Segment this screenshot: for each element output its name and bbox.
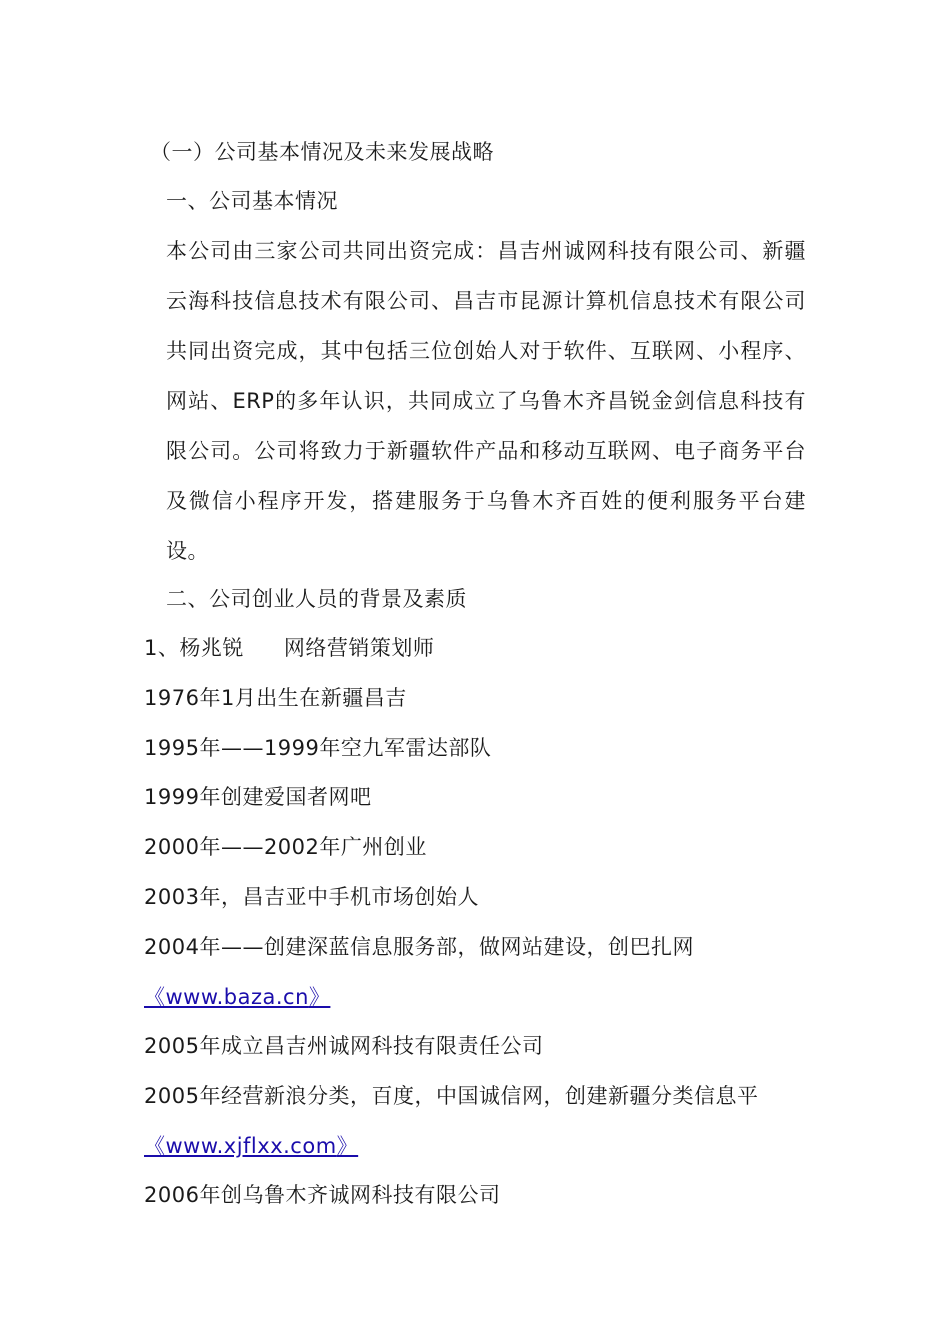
- person-1-header: [144, 633, 434, 663]
- timeline-item: 2006年创乌鲁木齐诚网科技有限公司: [144, 1183, 501, 1207]
- person-1-role: 网络营销策划师: [283, 636, 435, 660]
- timeline-item: 1976年1月出生在新疆昌吉: [144, 686, 407, 710]
- xjflxx-link-text: www.xjflxx.com: [165, 1134, 337, 1158]
- link-bracket-open: 《: [144, 1134, 166, 1158]
- xjflxx-link[interactable]: [144, 1134, 358, 1158]
- link-bracket-close: 》: [308, 985, 331, 1009]
- person-1-name: 1、杨兆锐: [144, 636, 244, 660]
- baza-link-text: www.baza.cn: [165, 985, 309, 1009]
- timeline-link-line: [144, 982, 330, 1012]
- paragraph-company-basics: 本公司由三家公司共同出资完成：昌吉州诚网科技有限公司、新疆云海科技信息技术有限公司、昌吉市昆源计算机信息技术有限公司共同出资完成，其中包括三位创始人对于软件、互联网、小程序、网站、ERP的多年认识，共同成立了乌鲁木齐昌锐金剑信息科技有限公司。公司将致力于新疆软件产品和移动互联网、电子商务平台及微信小程序开发，搭建服务于乌鲁木齐百姓的便利服务平台建设。: [166, 239, 806, 563]
- link-bracket-close: 》: [336, 1134, 359, 1158]
- timeline-item: 1995年——1999年空九军雷达部队: [144, 736, 492, 760]
- section-title: （一）公司基本情况及未来发展战略: [150, 140, 494, 164]
- timeline-item: 2005年经营新浪分类，百度，中国诚信网，创建新疆分类信息平: [144, 1084, 759, 1108]
- baza-link[interactable]: [144, 985, 330, 1009]
- timeline-link-line: [144, 1131, 358, 1161]
- timeline-item: 2005年成立昌吉州诚网科技有限责任公司: [144, 1034, 544, 1058]
- heading-founders-background: 二、公司创业人员的背景及素质: [166, 587, 467, 611]
- timeline-item: 2004年——创建深蓝信息服务部，做网站建设，创巴扎网: [144, 935, 694, 959]
- timeline-item: 1999年创建爱国者网吧: [144, 785, 372, 809]
- timeline-item: 2000年——2002年广州创业: [144, 835, 427, 859]
- link-bracket-open: 《: [144, 985, 166, 1009]
- heading-company-basics: 一、公司基本情况: [166, 189, 338, 213]
- timeline-item: 2003年，昌吉亚中手机市场创始人: [144, 885, 479, 909]
